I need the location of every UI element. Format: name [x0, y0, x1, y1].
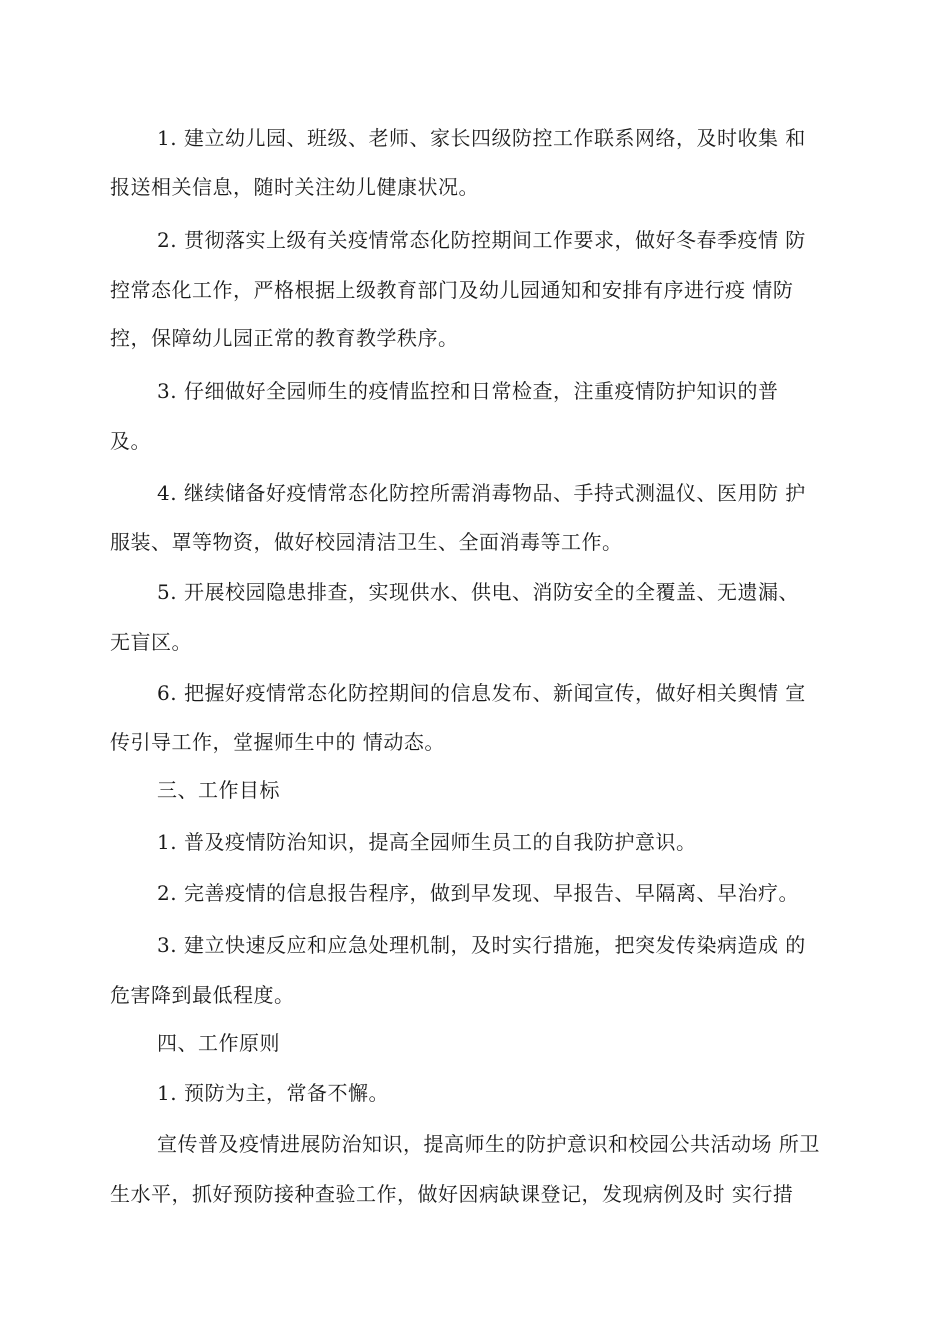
item-3-line-1: 3. 仔细做好全园师生的疫情监控和日常检查，注重疫情防护知识的普	[157, 379, 779, 403]
goal-3-line-2: 危害降到最低程度。	[110, 983, 295, 1007]
item-2-line-1: 2. 贯彻落实上级有关疫情常态化防控期间工作要求，做好冬春季疫情 防	[157, 228, 806, 252]
section-heading-3: 三、工作目标	[157, 778, 280, 802]
goal-1: 1. 普及疫情防治知识，提高全园师生员工的自我防护意识。	[157, 830, 697, 854]
principle-1: 1. 预防为主，常备不懈。	[157, 1081, 389, 1105]
item-4-line-1: 4. 继续储备好疫情常态化防控所需消毒物品、手持式测温仪、医用防 护	[157, 481, 806, 505]
item-2-line-2: 控常态化工作，严格根据上级教育部门及幼儿园通知和安排有序进行疫 情防	[110, 278, 794, 302]
item-2-line-3: 控，保障幼儿园正常的教育教学秩序。	[110, 326, 459, 350]
goal-3-line-1: 3. 建立快速反应和应急处理机制，及时实行措施，把突发传染病造成 的	[157, 933, 806, 957]
principle-1-body-line-2: 生水平，抓好预防接种查验工作，做好因病缺课登记，发现病例及时 实行措	[110, 1182, 794, 1206]
item-3-line-2: 及。	[110, 429, 151, 453]
principle-1-body-line-1: 宣传普及疫情进展防治知识，提高师生的防护意识和校园公共活动场 所卫	[157, 1132, 820, 1156]
item-4-line-2: 服装、罩等物资，做好校园清洁卫生、全面消毒等工作。	[110, 530, 623, 554]
item-1-line-2: 报送相关信息，随时关注幼儿健康状况。	[110, 175, 479, 199]
item-6-line-1: 6. 把握好疫情常态化防控期间的信息发布、新闻宣传，做好相关舆情 宣	[157, 681, 806, 705]
item-1-line-1: 1. 建立幼儿园、班级、老师、家长四级防控工作联系网络，及时收集 和	[157, 126, 806, 150]
item-5-line-1: 5. 开展校园隐患排查，实现供水、供电、消防安全的全覆盖、无遗漏、	[157, 580, 799, 604]
item-6-line-2: 传引导工作，堂握师生中的 情动态。	[110, 730, 445, 754]
item-5-line-2: 无盲区。	[110, 630, 192, 654]
goal-2: 2. 完善疫情的信息报告程序，做到早发现、早报告、早隔离、早治疗。	[157, 881, 799, 905]
section-heading-4: 四、工作原则	[157, 1031, 280, 1055]
